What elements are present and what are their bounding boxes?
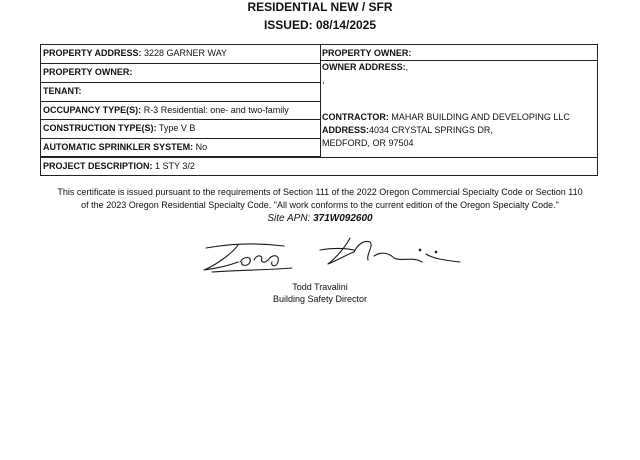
certificate-line-2: of the 2023 Oregon Residential Specialty Code. "All work conforms to the current edition of the Oregon Specialty Code." [81,200,559,210]
site-apn-value: 371W092600 [313,213,373,224]
right-divider [320,60,597,61]
owner-address-label: OWNER ADDRESS: [322,62,406,72]
sprinkler-value: No [193,142,208,152]
certificate-line-1: This certificate is issued pursuant to the requirements of Section 111 of the 2022 Oregon Commercial Specialty Code or Section 110 [57,187,583,197]
property-address-value: 3228 GARNER WAY [141,48,228,58]
contractor-address-line2: MEDFORD, OR 97504 [322,138,414,148]
contractor-value: MAHAR BUILDING AND DEVELOPING LLC [388,112,570,122]
construction-label: CONSTRUCTION TYPE(S): [43,123,157,133]
construction-row [41,120,320,139]
issued-date: ISSUED: 08/14/2025 [263,18,377,32]
project-description-value: 1 STY 3/2 [152,161,195,171]
property-owner-label: PROPERTY OWNER: [43,67,133,77]
project-description-label: PROJECT DESCRIPTION: [43,161,153,171]
contractor [322,112,570,122]
handwritten-signature [198,232,468,276]
occupancy-row [41,102,320,120]
permit-info-table [40,44,598,176]
sprinkler-label: AUTOMATIC SPRINKLER SYSTEM: [43,142,194,152]
contractor-address-value: 4034 CRYSTAL SPRINGS DR, [369,125,493,135]
project-description-row [41,157,597,176]
permit-left-column [41,45,320,175]
signatory-name: Todd Travalini [292,282,348,292]
property-address-row [41,45,320,64]
occupancy-label: OCCUPANCY TYPE(S): [43,105,142,115]
tenant-row [41,83,320,102]
site-apn [0,213,640,224]
owner-address-value: , [405,62,409,72]
property-address-label: PROPERTY ADDRESS: [43,48,142,58]
contractor-address [322,125,493,135]
contractor-address-label: ADDRESS: [322,125,370,135]
owner-address [322,62,408,72]
sprinkler-row [41,139,320,157]
owner-address-line2: , [322,75,325,85]
site-apn-label: Site APN: [267,213,314,224]
construction-value: Type V B [156,123,196,133]
column-divider [320,45,321,157]
tenant-label: TENANT: [43,86,82,96]
occupancy-value: R-3 Residential: one- and two-family [141,105,289,115]
right-property-owner-label: PROPERTY OWNER: [322,48,412,58]
signatory-title: Building Safety Director [272,294,368,304]
property-owner-row [41,64,320,83]
contractor-label: CONTRACTOR: [322,112,389,122]
document-title: RESIDENTIAL NEW / SFR [247,0,393,14]
